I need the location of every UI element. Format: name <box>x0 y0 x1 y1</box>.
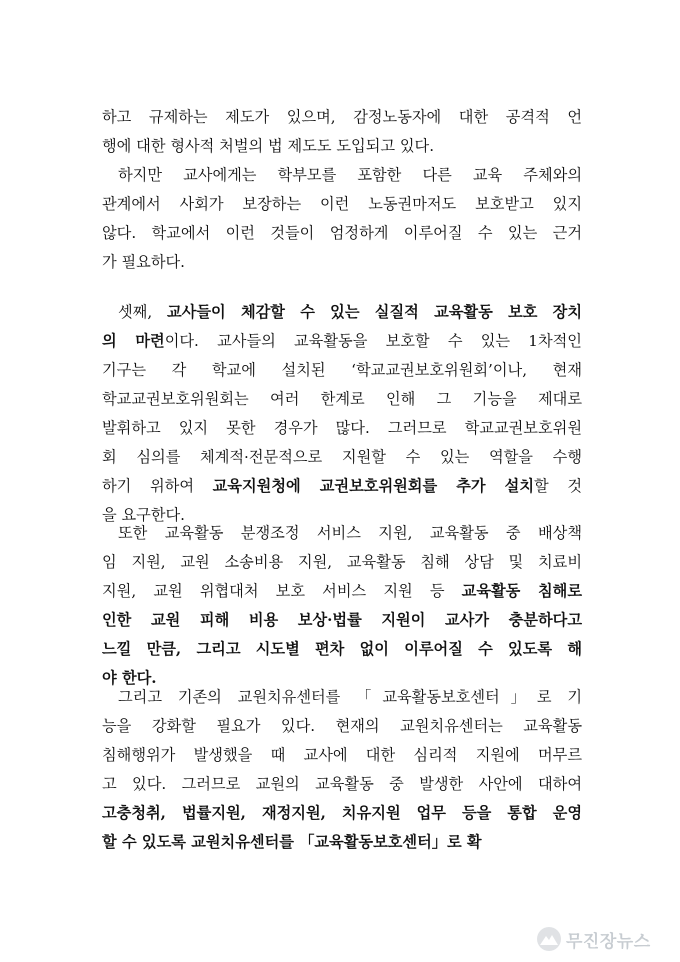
bold-text-run: 할 수 있도록 교원치유센터를 「교육활동보호센터」로 확 <box>102 833 482 851</box>
text-line <box>102 219 582 248</box>
text-run: 을 요구한다. <box>102 506 186 524</box>
bold-text-run: 교사들이 체감할 수 있는 실질적 교육활동 보호 장치 <box>166 303 582 321</box>
text-run: 침해행위가 발생했을 때 교사에 대한 심리적 지원에 머무르 <box>102 746 582 764</box>
text-run: 하기 위하여 <box>102 477 213 495</box>
text-line <box>102 519 582 548</box>
text-run: 하지만 교사에게는 학부모를 포함한 다른 교육 주체와의 <box>118 166 582 184</box>
text-line <box>102 327 582 356</box>
text-line <box>102 606 582 635</box>
text-line <box>102 770 582 799</box>
text-line <box>102 298 582 327</box>
bold-text-run: 의 마련 <box>102 332 165 350</box>
paragraph-1 <box>102 103 582 161</box>
text-line <box>102 683 582 712</box>
text-line <box>102 472 582 501</box>
text-line <box>102 385 582 414</box>
bold-text-run: 야 한다. <box>102 669 157 687</box>
paragraph-3 <box>102 298 582 530</box>
text-line <box>102 741 582 770</box>
text-line <box>102 414 582 443</box>
mountain-logo-icon <box>536 926 562 952</box>
paragraph-2 <box>102 161 582 277</box>
paragraph-4 <box>102 519 582 693</box>
text-line <box>102 248 582 277</box>
text-line <box>102 356 582 385</box>
text-run: 고 있다. 그러므로 교원의 교육활동 중 발생한 사안에 대하여 <box>102 775 582 793</box>
text-run: 능을 강화할 필요가 있다. 현재의 교원치유센터는 교육활동 <box>102 717 582 735</box>
text-run: 할 것 <box>534 477 582 495</box>
text-line <box>102 103 582 132</box>
text-run: 그리고 기존의 교원치유센터를 「교육활동보호센터」로 기 <box>118 688 582 706</box>
bold-text-run: 인한 교원 피해 비용 보상·법률 지원이 교사가 충분하다고 <box>102 611 582 629</box>
text-line <box>102 577 582 606</box>
text-line <box>102 190 582 219</box>
bold-text-run: 교육지원청에 교권보호위원회를 추가 설치 <box>212 477 535 495</box>
bold-text-run: 느낄 만큼, 그리고 시도별 편차 없이 이루어질 수 있도록 해 <box>102 640 582 658</box>
watermark <box>536 922 674 956</box>
text-line <box>102 161 582 190</box>
text-line <box>102 548 582 577</box>
text-run: 가 필요하다. <box>102 253 186 271</box>
bold-text-run: 교육활동 침해로 <box>461 582 582 600</box>
text-run: 하고 규제하는 제도가 있으며, 감정노동자에 대한 공격적 언 <box>102 108 582 126</box>
text-run: 않다. 학교에서 이런 것들이 엄정하게 이루어질 수 있는 근거 <box>102 224 582 242</box>
text-line <box>102 828 582 857</box>
paragraph-5 <box>102 683 582 857</box>
watermark-text: 무진장뉴스 <box>566 931 651 952</box>
text-line <box>102 799 582 828</box>
text-line <box>102 443 582 472</box>
text-line <box>102 712 582 741</box>
text-run: 발휘하고 있지 못한 경우가 많다. 그러므로 학교교권보호위원 <box>102 419 582 437</box>
text-run: 회 심의를 체계적·전문적으로 지원할 수 있는 역할을 수행 <box>102 448 582 466</box>
text-run: 지원, 교원 위협대처 보호 서비스 지원 등 <box>102 582 462 600</box>
bold-text-run: 고충청취, 법률지원, 재정지원, 치유지원 업무 등을 통합 운영 <box>102 804 582 822</box>
text-run: 관계에서 사회가 보장하는 이런 노동권마저도 보호받고 있지 <box>102 195 582 213</box>
text-run: 학교교권보호위원회는 여러 한계로 인해 그 기능을 제대로 <box>102 390 582 408</box>
text-line <box>102 635 582 664</box>
text-run: 또한 교육활동 분쟁조정 서비스 지원, 교육활동 중 배상책 <box>118 524 582 542</box>
text-run: 이다. 교사들의 교육활동을 보호할 수 있는 1차적인 <box>164 332 582 350</box>
text-run: 행에 대한 형사적 처벌의 법 제도도 도입되고 있다. <box>102 137 435 155</box>
text-line <box>102 132 582 161</box>
text-run: 임 지원, 교원 소송비용 지원, 교육활동 침해 상담 및 치료비 <box>102 553 582 571</box>
text-run: 기구는 각 학교에 설치된 ‘학교교권보호위원회’이나, 현재 <box>102 361 582 379</box>
text-run: 셋째, <box>118 303 167 321</box>
